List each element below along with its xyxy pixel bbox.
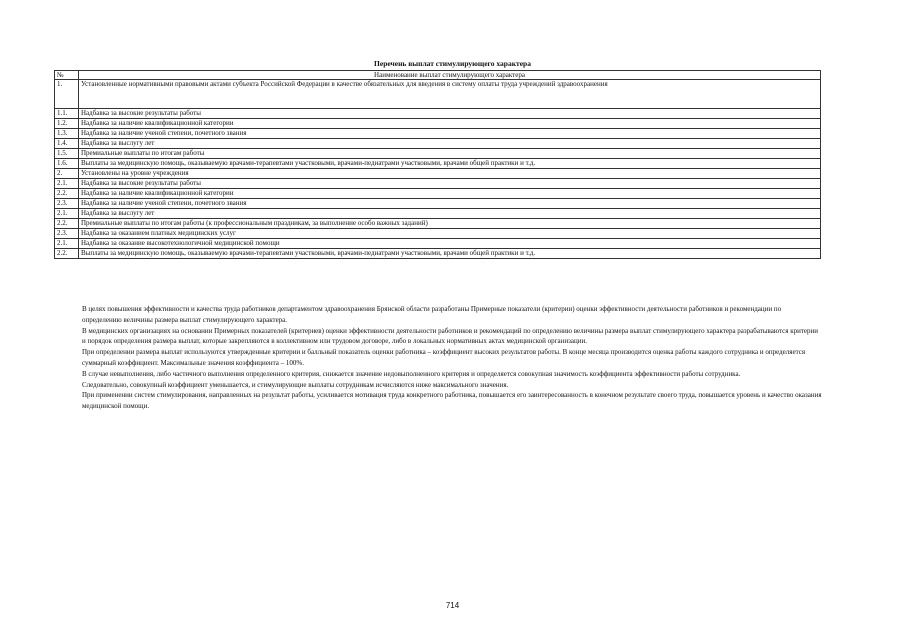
payments-table: [54, 70, 821, 259]
row-name: Надбавка за выслугу лет: [79, 139, 821, 149]
table-body: [55, 80, 821, 259]
table-row: [55, 189, 821, 199]
paragraph: В медицинских организациях на основании Примерных показателей (критериев) оценки эффективности деятельности работников и рекомендаций по определению величины размера выплат стимулирующего характера разрабатываются критерии и порядок определения размера выплат, которые закрепляются в коллективном или трудовом договоре, либо в локальных нормативных актах медицинской организации.: [82, 326, 819, 346]
table-row: [55, 139, 821, 149]
table-row: [55, 119, 821, 129]
table-row: [55, 199, 821, 209]
row-number: 1.4.: [55, 139, 79, 149]
paragraph: При применении систем стимулирования, направленных на результат работы, усиливается мотивация труда конкретного работника, повышается его заинтересованность в конечном результате своего труда, повышается уровень и качество оказания медицинской помощи.: [82, 391, 822, 411]
table-row: [55, 229, 821, 239]
row-name: Надбавка за наличие квалификационной категории: [79, 119, 821, 129]
row-name: Премиальные выплаты по итогам работы (к профессиональным праздникам, за выполнение особо важных заданий): [79, 219, 821, 229]
row-number: 1.6.: [55, 159, 79, 169]
row-name: Надбавка за наличие квалификационной категории: [79, 189, 821, 199]
paragraph: При определении размера выплат используются утвержденные критерии и балльный показатель оценки работника – коэффициент высоких результатов работы. В конце месяца производится оценка работы каждого сотрудника и определяется суммарный коэффициент. Максимальные значения коэффициента – 100%.: [82, 348, 806, 367]
paragraph: В целях повышения эффективности и качества труда работников департаментом здравоохранения Брянской области разработаны Примерные показатели (критерии) оценки эффективности деятельности работников и рекомендации по определению величины размера выплат стимулирующего характера.: [82, 305, 782, 324]
row-number: 1.5.: [55, 149, 79, 159]
page-number: 714: [445, 601, 460, 610]
row-number: 1.2.: [55, 119, 79, 129]
row-number: 2.3.: [55, 199, 79, 209]
table-row: [55, 109, 821, 119]
row-name: Выплаты за медицинскую помощь, оказываемую врачами-терапевтами участковыми, врачами-педиатрами участковыми, врачами общей практики и т.д.: [79, 249, 821, 259]
paragraph: В случае невыполнения, либо частичного выполнения определенного критерия, снижается значение недовыполненного критерия и определяется совокупная значимость коэффициента эффективности работы сотрудника.: [82, 369, 741, 378]
table-row: [55, 169, 821, 179]
table-header-row: [55, 71, 821, 80]
row-name: Надбавка за наличие ученой степени, почетного звания: [79, 199, 821, 209]
table-row: [55, 219, 821, 229]
row-name: Надбавка за выслугу лет: [79, 209, 821, 219]
row-name: Премиальные выплаты по итогам работы: [79, 149, 821, 159]
row-number: 2.1.: [55, 179, 79, 189]
table-row: [55, 209, 821, 219]
row-number: 2.2.: [55, 189, 79, 199]
table-row: [55, 149, 821, 159]
row-name: Надбавка за высокие результаты работы: [79, 179, 821, 189]
row-number: 2.2.: [55, 219, 79, 229]
header-name: Наименование выплат стимулирующего характера: [79, 71, 821, 80]
row-name: Выплаты за медицинскую помощь, оказываемую врачами-терапевтами участковыми, врачами-педиатрами участковыми, врачами общей практики и т.д.: [79, 159, 821, 169]
row-name: Надбавка за оказанием платных медицинских услуг: [79, 229, 821, 239]
row-number: 2.: [55, 169, 79, 179]
row-name: Установленные нормативными правовыми актами субъекта Российской Федерации в качестве обязательных для введения в систему оплаты труда учреждений здравоохранения: [79, 80, 821, 109]
row-number: 2.1.: [55, 209, 79, 219]
row-name: Надбавка за наличие ученой степени, почетного звания: [79, 129, 821, 139]
row-number: 1.: [55, 80, 79, 109]
header-number: №: [55, 71, 79, 80]
row-number: 1.3.: [55, 129, 79, 139]
document-title: Перечень выплат стимулирующего характера: [374, 59, 531, 68]
table-row: [55, 249, 821, 259]
table-row: [55, 129, 821, 139]
row-name: Надбавка за высокие результаты работы: [79, 109, 821, 119]
row-name: Надбавка за оказание высокотехнологичной медицинской помощи: [79, 239, 821, 249]
body-text: [82, 304, 822, 412]
table-row: [55, 239, 821, 249]
paragraph: Следовательно, совокупный коэффициент уменьшается, и стимулирующие выплаты сотрудникам исчисляются ниже максимального значения.: [82, 380, 509, 389]
table-row: [55, 80, 821, 109]
table-row: [55, 159, 821, 169]
row-number: 2.1.: [55, 239, 79, 249]
row-name: Установлены на уровне учреждения: [79, 169, 821, 179]
row-number: 2.2.: [55, 249, 79, 259]
table-row: [55, 179, 821, 189]
row-number: 1.1.: [55, 109, 79, 119]
row-number: 2.3.: [55, 229, 79, 239]
